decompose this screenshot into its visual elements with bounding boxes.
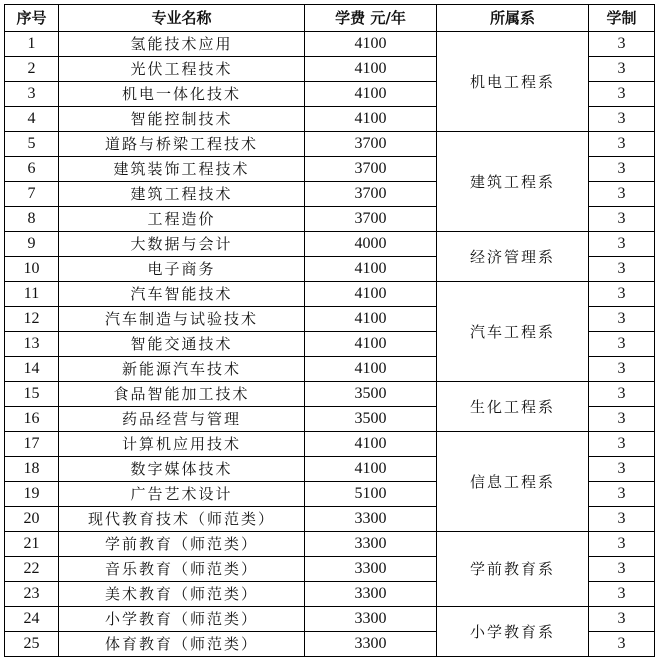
study-years: 3 (589, 632, 655, 657)
major-fee-table (4, 4, 655, 657)
study-years: 3 (589, 207, 655, 232)
tuition-fee: 4100 (305, 32, 437, 57)
tuition-fee: 3700 (305, 157, 437, 182)
major-name: 学前教育（师范类） (59, 532, 305, 557)
row-index: 14 (5, 357, 59, 382)
department-name: 小学教育系 (437, 607, 589, 657)
major-name: 现代教育技术（师范类） (59, 507, 305, 532)
major-name: 智能交通技术 (59, 332, 305, 357)
tuition-fee: 3500 (305, 407, 437, 432)
study-years: 3 (589, 432, 655, 457)
study-years: 3 (589, 507, 655, 532)
study-years: 3 (589, 232, 655, 257)
row-index: 1 (5, 32, 59, 57)
tuition-fee: 3300 (305, 582, 437, 607)
row-index: 15 (5, 382, 59, 407)
major-name: 光伏工程技术 (59, 57, 305, 82)
tuition-fee: 4100 (305, 57, 437, 82)
tuition-fee: 3700 (305, 182, 437, 207)
study-years: 3 (589, 382, 655, 407)
major-name: 数字媒体技术 (59, 457, 305, 482)
tuition-fee: 4100 (305, 357, 437, 382)
table-row (5, 32, 655, 57)
major-name: 建筑装饰工程技术 (59, 157, 305, 182)
major-name: 电子商务 (59, 257, 305, 282)
study-years: 3 (589, 582, 655, 607)
major-name: 汽车智能技术 (59, 282, 305, 307)
major-name: 汽车制造与试验技术 (59, 307, 305, 332)
major-name: 小学教育（师范类） (59, 607, 305, 632)
study-years: 3 (589, 332, 655, 357)
tuition-fee: 4100 (305, 282, 437, 307)
row-index: 21 (5, 532, 59, 557)
row-index: 18 (5, 457, 59, 482)
study-years: 3 (589, 532, 655, 557)
row-index: 12 (5, 307, 59, 332)
header-major: 专业名称 (59, 5, 305, 32)
tuition-fee: 4100 (305, 332, 437, 357)
study-years: 3 (589, 82, 655, 107)
row-index: 16 (5, 407, 59, 432)
major-name: 机电一体化技术 (59, 82, 305, 107)
row-index: 3 (5, 82, 59, 107)
department-name: 汽车工程系 (437, 282, 589, 382)
major-name: 氢能技术应用 (59, 32, 305, 57)
row-index: 13 (5, 332, 59, 357)
tuition-fee: 5100 (305, 482, 437, 507)
major-name: 药品经营与管理 (59, 407, 305, 432)
header-years: 学制 (589, 5, 655, 32)
tuition-fee: 3300 (305, 632, 437, 657)
department-name: 学前教育系 (437, 532, 589, 607)
row-index: 10 (5, 257, 59, 282)
header-department: 所属系 (437, 5, 589, 32)
study-years: 3 (589, 457, 655, 482)
major-name: 食品智能加工技术 (59, 382, 305, 407)
header-index: 序号 (5, 5, 59, 32)
fee-table-container (4, 4, 655, 657)
row-index: 6 (5, 157, 59, 182)
major-name: 体育教育（师范类） (59, 632, 305, 657)
department-name: 建筑工程系 (437, 132, 589, 232)
major-name: 广告艺术设计 (59, 482, 305, 507)
tuition-fee: 3700 (305, 132, 437, 157)
tuition-fee: 3300 (305, 532, 437, 557)
row-index: 22 (5, 557, 59, 582)
study-years: 3 (589, 107, 655, 132)
tuition-fee: 3700 (305, 207, 437, 232)
table-row (5, 232, 655, 257)
major-name: 计算机应用技术 (59, 432, 305, 457)
row-index: 7 (5, 182, 59, 207)
major-name: 美术教育（师范类） (59, 582, 305, 607)
row-index: 4 (5, 107, 59, 132)
row-index: 11 (5, 282, 59, 307)
tuition-fee: 4100 (305, 432, 437, 457)
department-name: 经济管理系 (437, 232, 589, 282)
study-years: 3 (589, 132, 655, 157)
table-row (5, 282, 655, 307)
tuition-fee: 4000 (305, 232, 437, 257)
study-years: 3 (589, 282, 655, 307)
tuition-fee: 4100 (305, 307, 437, 332)
study-years: 3 (589, 357, 655, 382)
study-years: 3 (589, 307, 655, 332)
row-index: 2 (5, 57, 59, 82)
major-name: 建筑工程技术 (59, 182, 305, 207)
table-row (5, 532, 655, 557)
major-name: 道路与桥梁工程技术 (59, 132, 305, 157)
major-name: 工程造价 (59, 207, 305, 232)
table-header-row (5, 5, 655, 32)
row-index: 19 (5, 482, 59, 507)
row-index: 25 (5, 632, 59, 657)
study-years: 3 (589, 607, 655, 632)
table-body (5, 32, 655, 657)
tuition-fee: 4100 (305, 257, 437, 282)
study-years: 3 (589, 182, 655, 207)
study-years: 3 (589, 482, 655, 507)
study-years: 3 (589, 32, 655, 57)
tuition-fee: 3300 (305, 607, 437, 632)
tuition-fee: 4100 (305, 107, 437, 132)
row-index: 9 (5, 232, 59, 257)
department-name: 生化工程系 (437, 382, 589, 432)
major-name: 音乐教育（师范类） (59, 557, 305, 582)
header-fee: 学费 元/年 (305, 5, 437, 32)
table-row (5, 432, 655, 457)
tuition-fee: 3500 (305, 382, 437, 407)
tuition-fee: 3300 (305, 507, 437, 532)
department-name: 信息工程系 (437, 432, 589, 532)
study-years: 3 (589, 257, 655, 282)
major-name: 大数据与会计 (59, 232, 305, 257)
study-years: 3 (589, 57, 655, 82)
row-index: 5 (5, 132, 59, 157)
major-name: 新能源汽车技术 (59, 357, 305, 382)
study-years: 3 (589, 407, 655, 432)
table-row (5, 382, 655, 407)
table-row (5, 132, 655, 157)
department-name: 机电工程系 (437, 32, 589, 132)
row-index: 24 (5, 607, 59, 632)
major-name: 智能控制技术 (59, 107, 305, 132)
row-index: 17 (5, 432, 59, 457)
study-years: 3 (589, 157, 655, 182)
tuition-fee: 4100 (305, 82, 437, 107)
study-years: 3 (589, 557, 655, 582)
tuition-fee: 3300 (305, 557, 437, 582)
row-index: 20 (5, 507, 59, 532)
row-index: 8 (5, 207, 59, 232)
tuition-fee: 4100 (305, 457, 437, 482)
row-index: 23 (5, 582, 59, 607)
table-row (5, 607, 655, 632)
